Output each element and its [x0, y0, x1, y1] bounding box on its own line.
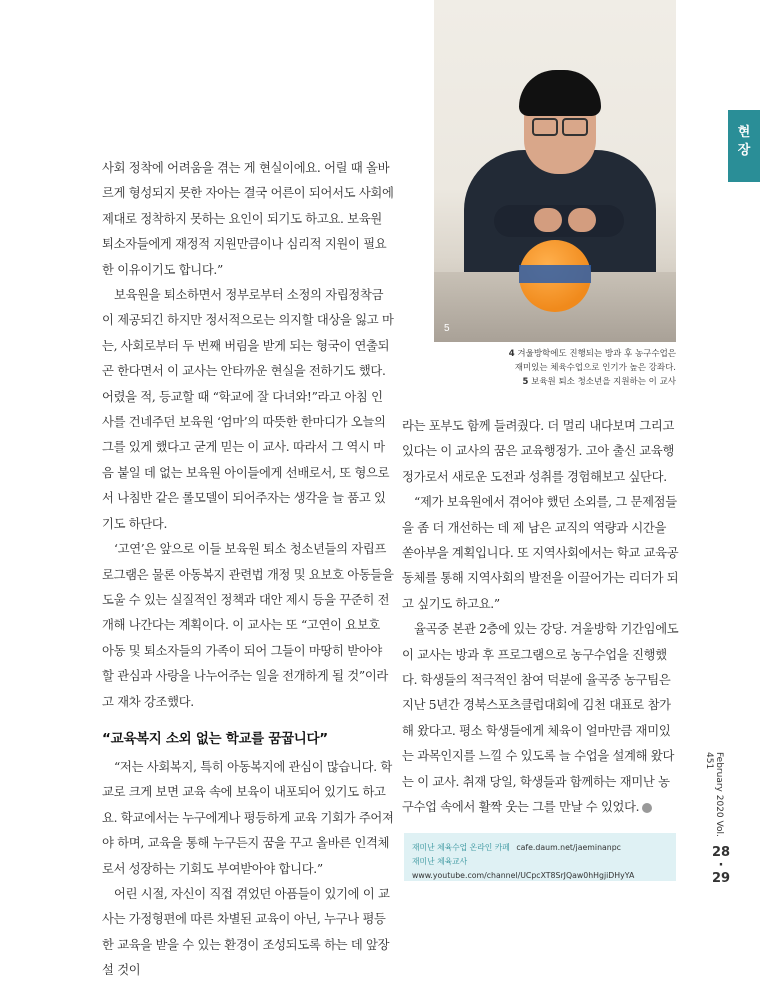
photo-hair: [519, 70, 601, 116]
photo-ball-band: [519, 265, 591, 283]
paragraph: 보육원을 퇴소하면서 정부로부터 소정의 자립정착금이 제공되긴 하지만 정서적으로는 의지할 대상을 잃고 마는, 사회로부터 두 번째 버림을 받게 되는 형국이 연출되곤 한다면서 이 교사는 안타까운 현실을 전하기도 했다. 어렸을 적, 등교할 때 “학교에 잘 다녀와!”라고 아침 인사를 건네주던 보육원 ‘엄마’의 따뜻한 한마디가 오늘의 그를 있게 했다고 굳게 믿는 이 교사. 따라서 그 역시 마음 붙일 데 없는 보육원 아이들에게 선배로서, 또 형으로서 나침반 같은 롤모델이 되어주자는 생각을 늘 품고 있기도 하단다.: [102, 288, 394, 531]
section-heading: “교육복지 소외 없는 학교를 꿈꿉니다”: [102, 730, 328, 747]
photo-caption-2: [515, 361, 676, 375]
paragraph: “제가 보육원에서 겪어야 했던 소외를, 그 문제점들을 좀 더 개선하는 데 제 남은 교직의 역량과 시간을 쏟아부을 계획입니다. 또 지역사회에서는 학교 교육공동체를 통해 지역사회의 발전을 이끌어가는 리더가 되고 싶기도 하고요.”: [402, 495, 679, 611]
page-separator: ·: [718, 858, 724, 873]
cafe-link[interactable]: cafe.daum.net/jaeminanpc: [516, 843, 621, 852]
youtube-link[interactable]: www.youtube.com/channel/UCpcXT8SrJQaw0hHgjiDHyYA: [412, 871, 635, 880]
caption-number: 4: [508, 349, 515, 359]
page-number-right: 29: [711, 871, 731, 886]
paragraph: 사회 정착에 어려움을 겪는 게 현실이에요. 어릴 때 올바르게 형성되지 못한 자아는 결국 어른이 되어서도 사회에 제대로 정착하지 못하는 요인이 되기도 하고요. 보육원 퇴소자들에게 재정적 지원만큼이나 심리적 지원이 필요한 이유이기도 합니다.”: [102, 161, 394, 277]
info-label: 재미난 체육교사: [412, 857, 468, 866]
caption-text: 겨울방학에도 진행되는 방과 후 농구수업은: [517, 349, 676, 359]
paragraph: 어린 시절, 자신이 직접 겪었던 아픔들이 있기에 이 교사는 가정형편에 따른 차별된 교육이 아닌, 누구나 평등한 교육을 받을 수 있는 환경이 조성되도록 하는 데 앞장설 것이: [102, 886, 390, 978]
text-column-right: [402, 414, 680, 821]
paragraph: [402, 617, 680, 820]
info-box: [404, 833, 676, 881]
info-line-youtube: [412, 855, 668, 883]
photo-hand-left: [534, 208, 562, 232]
text-column-left: [102, 156, 394, 984]
caption-text: 보육원 퇴소 청소년을 지원하는 이 교사: [531, 377, 676, 387]
photo-caption-1: [509, 347, 676, 361]
paragraph-text: 율곡중 본관 2층에 있는 강당. 겨울방학 기간임에도 이 교사는 방과 후 프로그램으로 농구수업을 진행했다. 학생들의 적극적인 참여 덕분에 율곡중 농구팀은 지난 5년간 경북스포츠클럽대회에 김천 대표로 참가해 왔다고. 평소 학생들에게 체육이 얼마만큼 재미있는 과목인지를 느낄 수 있도록 늘 수업을 설계해 왔다는 이 교사. 취재 당일, 학생들과 함께하는 재미난 농구수업 속에서 활짝 웃는 그를 만날 수 있었다.: [402, 622, 679, 815]
caption-text: 재미있는 체육수업으로 인기가 높은 강좌다.: [514, 363, 676, 373]
photo-caption-3: [522, 375, 676, 389]
end-mark-icon: [642, 803, 652, 813]
page-numbers: [706, 846, 736, 885]
section-tab-line1: 현: [737, 125, 751, 140]
photo-glasses-right: [562, 118, 588, 136]
paragraph: 라는 포부도 함께 들려줬다. 더 멀리 내다보며 그리고 있다는 이 교사의 꿈은 교육행정가. 고아 출신 교육행정가로서 새로운 도전과 성취를 경험해보고 싶단다.: [402, 419, 675, 484]
teacher-photo: [434, 0, 676, 342]
page-number-left: 28: [711, 845, 731, 860]
info-label: 재미난 체육수업 온라인 카페: [412, 843, 510, 852]
section-tab-line2: 장: [737, 143, 751, 158]
photo-glasses-left: [532, 118, 558, 136]
caption-number: 5: [522, 377, 529, 387]
issue-label: February 2020 Vol. 451: [704, 752, 724, 837]
info-line-cafe: [412, 841, 668, 855]
photo-hand-right: [568, 208, 596, 232]
paragraph: ‘고연’은 앞으로 이들 보육원 퇴소 청소년들의 자립프로그램은 물론 아동복지 관련법 개정 및 요보호 아동들을 도울 수 있는 실질적인 정책과 대안 제시 등을 꾸준히 전개해 나간다는 계획이다. 이 교사는 또 “고연이 요보호 아동 및 퇴소자들의 가족이 되어 그들이 마땅히 받아야 할 관심과 사랑을 나누어주는 일을 전개하게 될 것”이라고 재차 강조했다.: [102, 542, 394, 709]
section-tab: [728, 110, 760, 182]
paragraph: “저는 사회복지, 특히 아동복지에 관심이 많습니다. 학교로 크게 보면 교육 속에 보육이 내포되어 있기도 하고요. 학교에서는 누구에게나 평등하게 교육 기회가 주어져야 하며, 교육을 통해 누구든지 꿈을 꾸고 올바른 인격체로서 성장하는 기회도 부여받아야 합니다.”: [102, 759, 394, 876]
photo-number: 5: [444, 323, 450, 334]
